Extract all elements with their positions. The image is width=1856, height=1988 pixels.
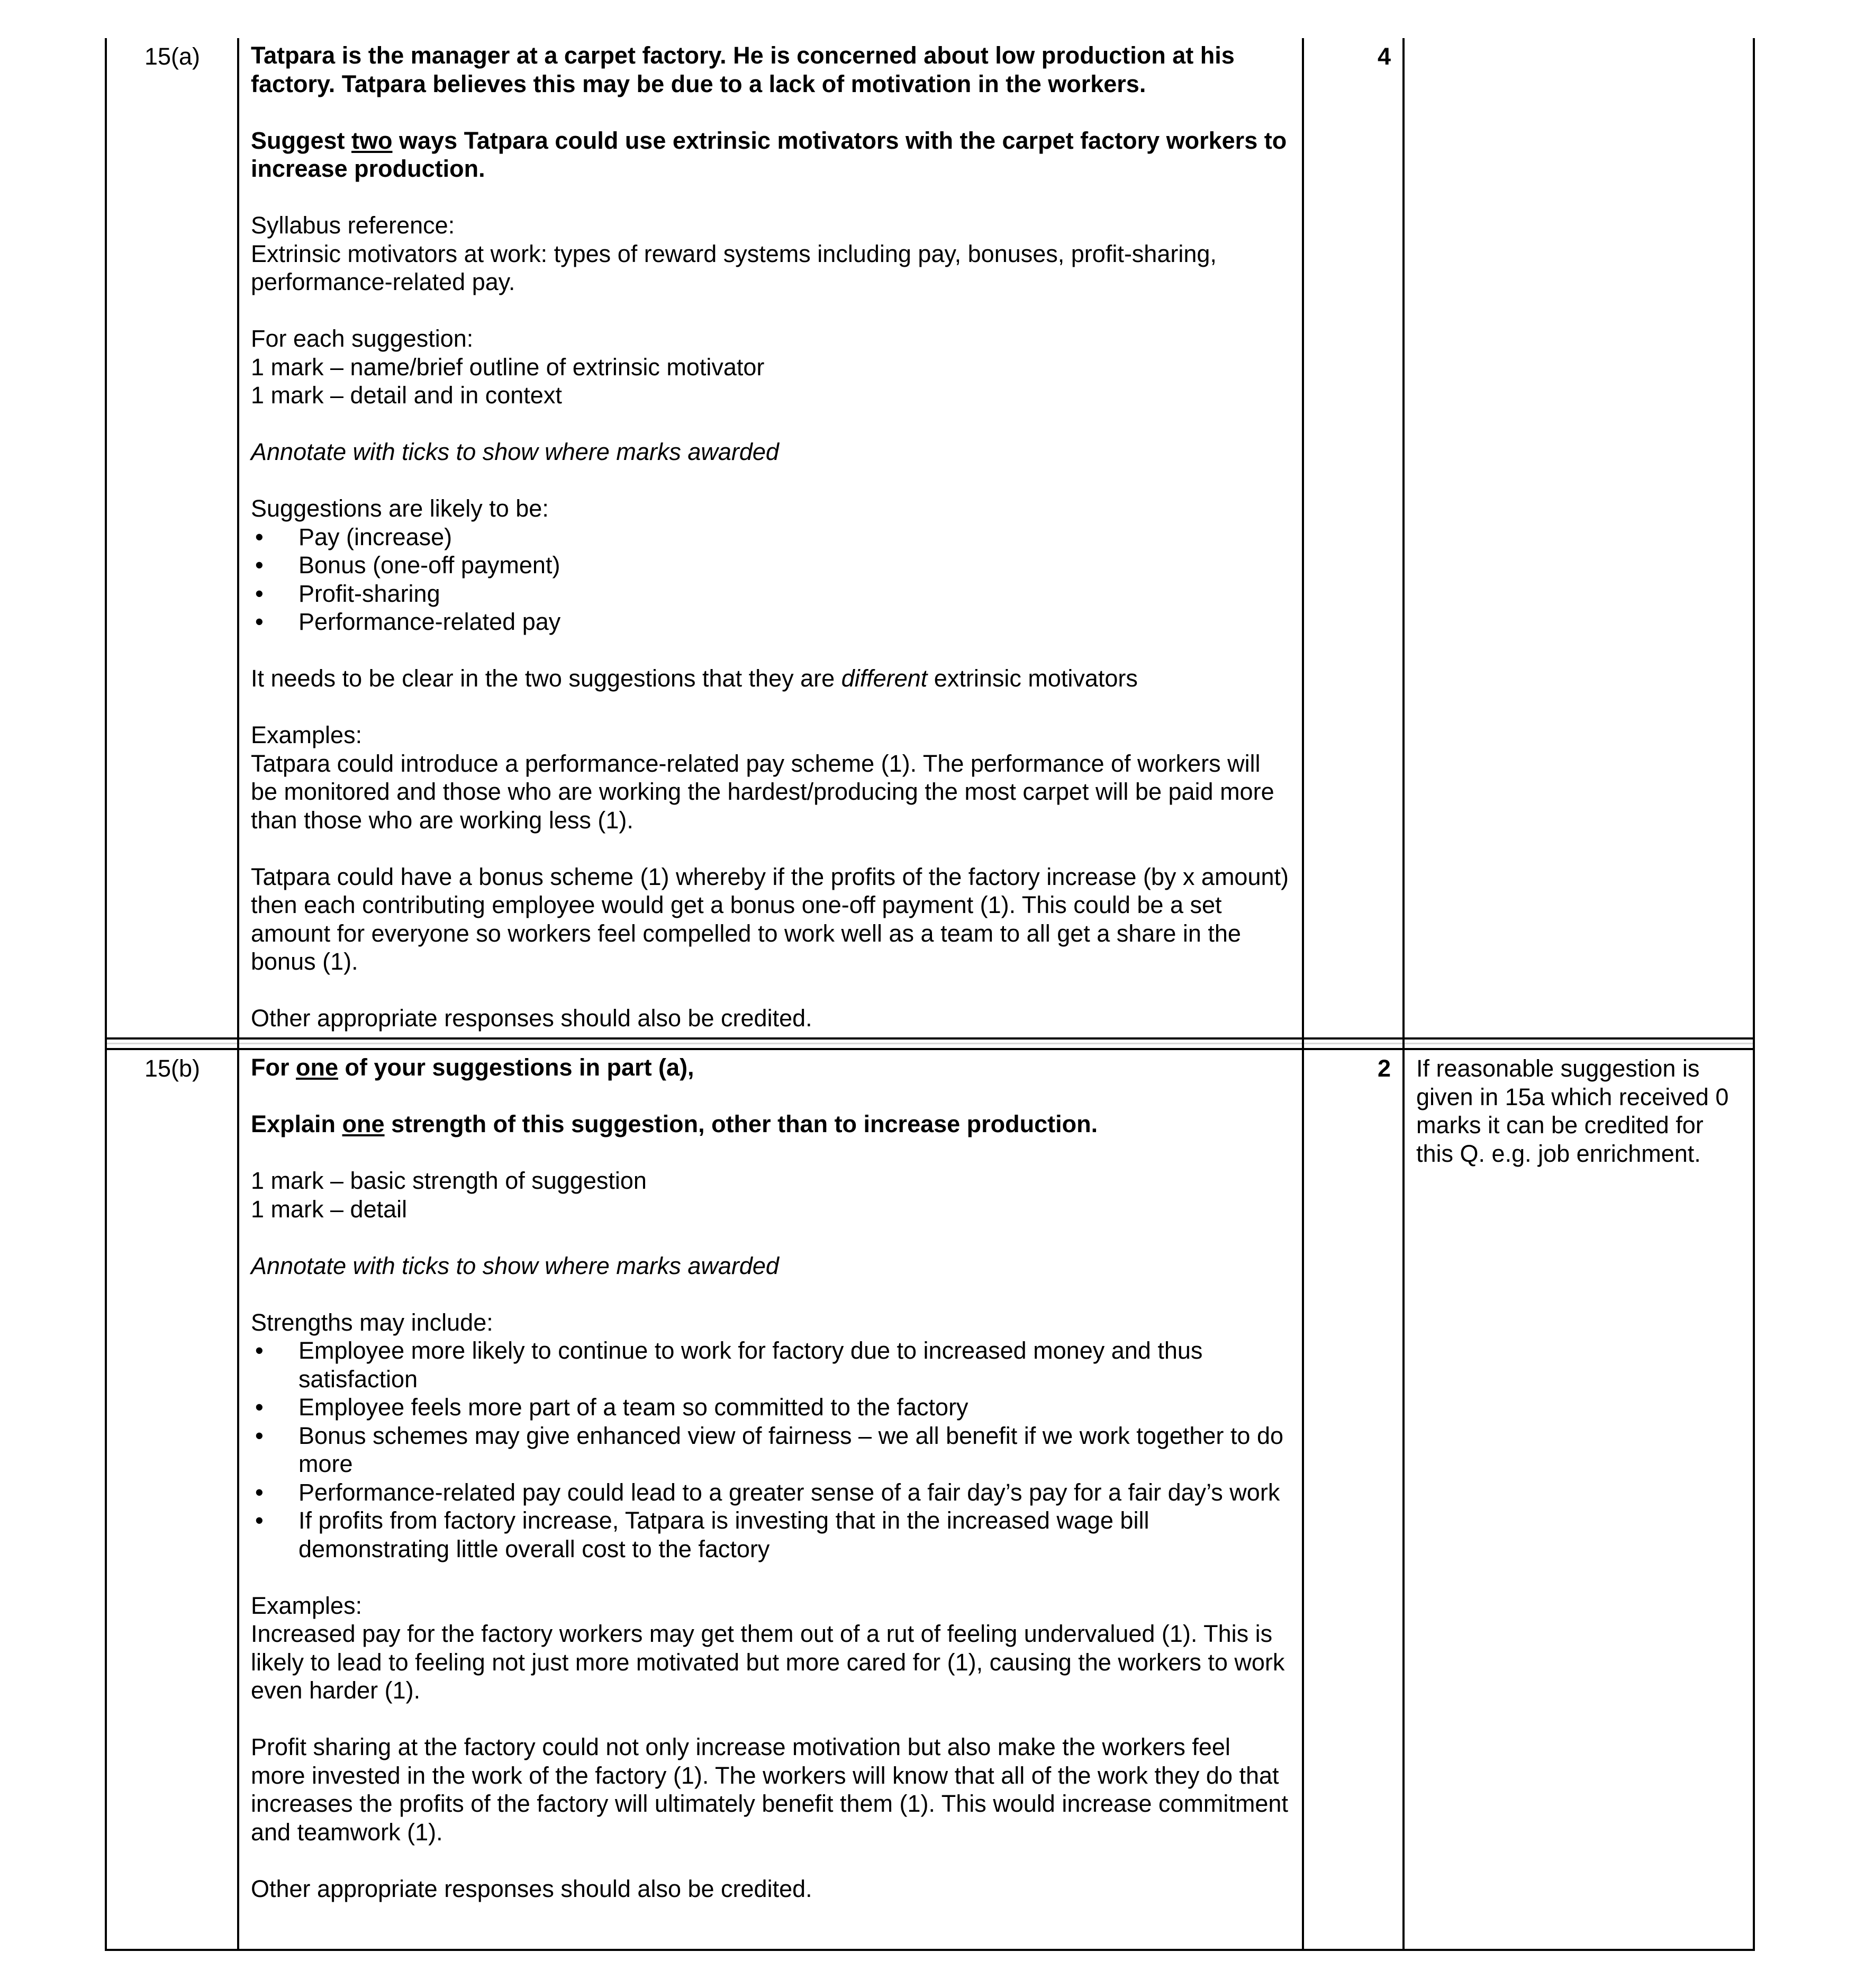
question-stem: For one of your suggestions in part (a),: [251, 1054, 694, 1081]
answer-cell: [238, 38, 1303, 1038]
marks-available: 4: [1303, 38, 1404, 1038]
likely-heading: Suggestions are likely to be:: [251, 495, 549, 522]
guidance-cell: If reasonable suggestion is given in 15a which received 0 marks it can be credited for this Q. e.g. job enrichment.: [1404, 1049, 1754, 1950]
question-stem: Tatpara is the manager at a carpet factory. He is concerned about low production at his factory. Tatpara believes this may be due to a lack of motivation in the workers.: [251, 42, 1235, 97]
annotation-note: Annotate with ticks to show where marks awarded: [251, 438, 779, 465]
likely-suggestions-list: [251, 523, 1290, 636]
list-item: • Pay (increase): [251, 523, 1290, 552]
example-1: Examples: Tatpara could introduce a performance-related pay scheme (1). The performance of workers will be monitored and those who are working the hardest/producing the most carpet will be paid more than those who are working less (1).: [251, 721, 1274, 834]
emphasis-one: one: [342, 1110, 385, 1137]
question-row-15b: [106, 1049, 1754, 1950]
mark-scheme-sheet: [105, 38, 1753, 1951]
other-responses-note: Other appropriate responses should also be credited.: [251, 1005, 812, 1032]
guidance-cell: [1404, 38, 1754, 1038]
list-item: • If profits from factory increase, Tatpara is investing that in the increased wage bill demonstrating little overall cost to the factory: [251, 1506, 1290, 1563]
question-instruction: Suggest two ways Tatpara could use extrinsic motivators with the carpet factory workers to increase production.: [251, 126, 1287, 182]
other-responses-note: Other appropriate responses should also be credited.: [251, 1875, 812, 1902]
answer-cell: [238, 1049, 1303, 1950]
mark-scheme-table: [105, 38, 1755, 1951]
strengths-list: [251, 1336, 1290, 1563]
clarity-note: It needs to be clear in the two suggestions that they are different extrinsic motivators: [251, 665, 1138, 692]
list-item: • Employee feels more part of a team so committed to the factory: [251, 1393, 1290, 1422]
row-separator: [106, 1038, 1754, 1049]
marks-available: 2: [1303, 1049, 1404, 1950]
emphasis-two: two: [351, 126, 393, 154]
strengths-heading: Strengths may include:: [251, 1308, 493, 1336]
question-instruction: Explain one strength of this suggestion, other than to increase production.: [251, 1110, 1098, 1137]
example-2: Tatpara could have a bonus scheme (1) whereby if the profits of the factory increase (by x amount) then each contributing employee would get a bonus one-off payment (1). This could be a set amount for everyone so workers feel compelled to work well as a team to all get a share in the bonus (1).: [251, 863, 1289, 975]
list-item: • Bonus (one-off payment): [251, 551, 1290, 580]
list-item: • Bonus schemes may give enhanced view of fairness – we all benefit if we work together to do more: [251, 1422, 1290, 1478]
list-item: • Profit-sharing: [251, 580, 1290, 608]
example-2: Profit sharing at the factory could not only increase motivation but also make the workers feel more invested in the work of the factory (1). The workers will know that all of the work they do that increases the profits of the factory will ultimately benefit them (1). This would increase commitment and teamwork (1).: [251, 1733, 1288, 1846]
question-number: 15(a): [106, 38, 238, 1038]
syllabus-reference: Syllabus reference: Extrinsic motivators at work: types of reward systems including pay, bonuses, profit-sharing, performance-related pay.: [251, 212, 1217, 295]
question-row-15a: [106, 38, 1754, 1038]
emphasis-one: one: [296, 1054, 339, 1081]
example-1: Examples: Increased pay for the factory workers may get them out of a rut of feeling undervalued (1). This is likely to lead to feeling not just more motivated but more cared for (1), causing the workers to work even harder (1).: [251, 1592, 1285, 1704]
list-item: • Performance-related pay: [251, 608, 1290, 636]
annotation-note: Annotate with ticks to show where marks awarded: [251, 1252, 779, 1279]
marking-criteria: 1 mark – basic strength of suggestion 1 mark – detail: [251, 1167, 647, 1223]
list-item: • Employee more likely to continue to work for factory due to increased money and thus satisfaction: [251, 1336, 1290, 1393]
list-item: • Performance-related pay could lead to a greater sense of a fair day’s pay for a fair day’s work: [251, 1478, 1290, 1507]
question-number: 15(b): [106, 1049, 238, 1950]
marking-criteria: For each suggestion: 1 mark – name/brief outline of extrinsic motivator 1 mark – detail and in context: [251, 325, 765, 409]
